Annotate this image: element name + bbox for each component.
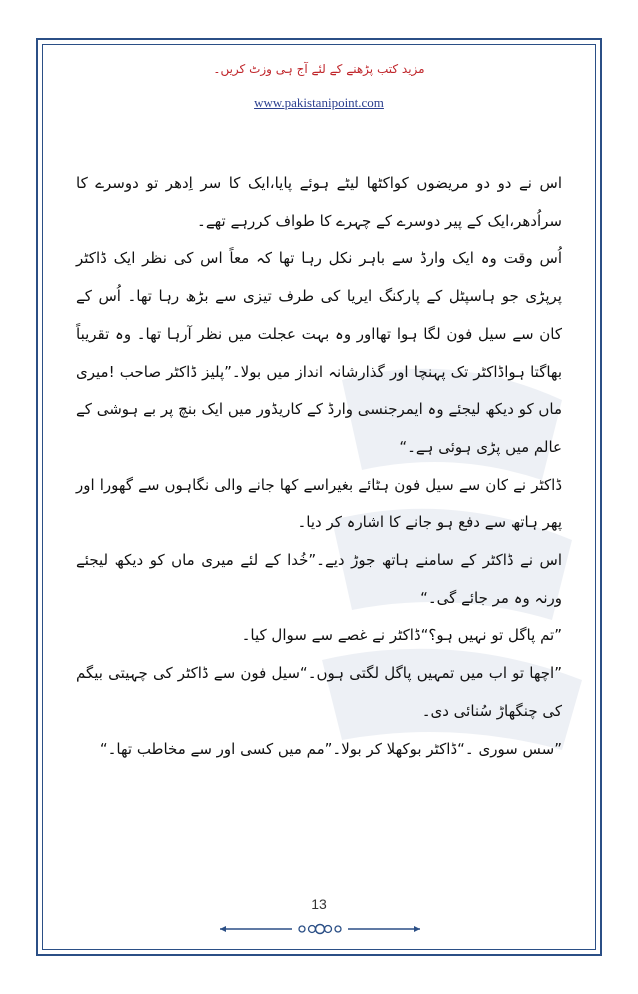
paragraph: ”اچھا تو اب میں تمہیں پاگل لگتی ہوں۔“سیل فون سے ڈاکٹر کی چہیتی بیگم کی چنگھاڑ سُنائی دی۔ [76,664,562,720]
header-url-link[interactable]: www.pakistanipoint.com [254,95,384,110]
paragraph: ڈاکٹر نے کان سے سیل فون ہٹائے بغیراسے کھا جانے والی نگاہوں سے گھورا اور پھر ہاتھ سے دفع ہو جانے کا اشارہ کر دیا۔ [76,475,562,532]
paragraph: ”تم پاگل تو نہیں ہو؟“ڈاکٹر نے غصے سے سوال کیا۔ [241,626,562,645]
paragraph: اُس وقت وہ ایک وارڈ سے باہر نکل رہا تھا کہ معاً اس کی نظر ایک ڈاکٹر پرپڑی جو ہاسپٹل کے پارکنگ ایریا کی طرف تیزی سے بڑھ رہا تھا۔ اُس کے کان سے سیل فون لگا ہوا تھااور وہ بہت عجلت میں نظر آرہا تھا۔ وہ تقریباً بھاگتا ہواڈاکٹر تک پہنچا اور گذارشانہ انداز میں بولا۔”پلیز ڈاکٹر صاحب !میری ماں کو دیکھ لیجئے وہ ایمرجنسی وارڈ کے کاریڈور میں ایک بنچ پر بے ہوشی کے عالم میں پڑی ہوئی ہے۔“ [76,249,562,456]
paragraph: اس نے دو دو مریضوں کواکٹھا لیٹے ہوئے پایا،ایک کا سر اِدھر تو دوسرے کا سراُدھر،ایک کے پیر دوسرے کے چہرے کا طواف کررہے تھے۔ [76,174,562,230]
paragraph: اس نے ڈاکٹر کے سامنے ہاتھ جوڑ دیے۔”خُدا کے لئے میری ماں کو دیکھ لیجئے ورنہ وہ مر جائے گی۔“ [76,551,562,607]
paragraph: ”سس سوری ۔“ڈاکٹر بوکھلا کر بولا۔”مم میں کسی اور سے مخاطب تھا۔“ [99,739,562,758]
footer-ornament-divider [220,922,420,936]
article-body [76,165,562,768]
header-tagline: مزید کتب پڑھنے کے لئے آج ہی وزٹ کریں۔ [213,62,425,76]
page-number: 13 [311,896,327,912]
